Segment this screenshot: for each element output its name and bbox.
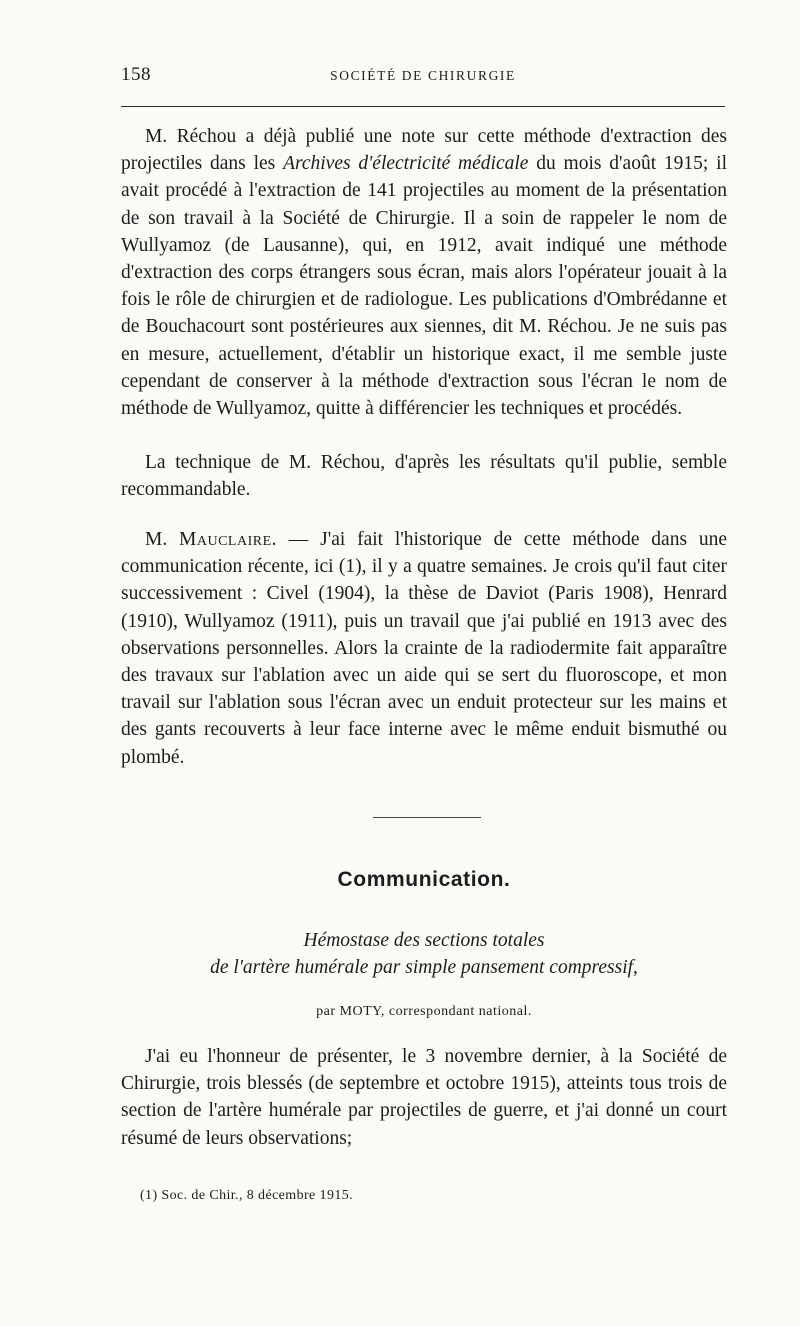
header-rule	[121, 106, 725, 107]
article-title-line-2: de l'artère humérale par simple pansement compressif,	[210, 957, 638, 978]
page-header	[121, 64, 725, 88]
page-number: 158	[121, 64, 151, 85]
paragraph-moty: J'ai eu l'honneur de présenter, le 3 novembre dernier, à la Société de Chirurgie, trois blessés (de septembre et octobre 1915), atteints tous trois de section de l'artère humérale par projectiles de guerre, et j'ai donné un court résumé de leurs observations;	[121, 1046, 727, 1149]
paragraph-rechou	[121, 123, 727, 422]
paragraph-text: M. Réchou a déjà publié une note sur cette méthode d'extraction des projectiles dans les	[121, 126, 727, 175]
article-title	[121, 927, 727, 981]
section-divider	[373, 817, 481, 818]
journal-title: Archives d'électricité médicale	[283, 153, 529, 175]
running-title: SOCIÉTÉ DE CHIRURGIE	[330, 68, 516, 83]
speaker-name: Mauclaire.	[179, 529, 278, 550]
paragraph-technique: La technique de M. Réchou, d'après les résultats qu'il publie, semble recommandable.	[121, 452, 727, 501]
footnote: (1) Soc. de Chir., 8 décembre 1915.	[140, 1188, 354, 1203]
section-heading: Communication.	[337, 868, 511, 891]
paragraph-text: — J'ai fait l'historique de cette méthode dans une communication récente, ici (1), il y a quatre semaines. Je crois qu'il faut citer successivement : Civel (1904), la thèse de Daviot (Paris 1908), Henrard (1910), Wullyamoz (1911), puis un travail que j'ai publié en 1913 avec des observations personnelles. Alors la crainte de la radiodermite fait apparaître des travaux sur l'ablation avec un aide qui se sert du fluoroscope, et mon travail sur l'ablation sous l'écran avec un enduit protecteur sur les mains et des gants recouverts à leur face interne avec le même enduit bismuthé ou plombé.	[121, 529, 727, 768]
speaker-prefix: M.	[145, 529, 180, 550]
author-byline: par MOTY, correspondant national.	[316, 1004, 532, 1019]
paragraph-mauclaire	[121, 526, 727, 771]
article-title-line-1: Hémostase des sections totales	[303, 930, 545, 951]
paragraph-text: du mois d'août 1915; il avait procédé à l'extraction de 141 projectiles au moment de la présentation de son travail à la Société de Chirurgie. Il a soin de rappeler le nom de Wullyamoz (de Lausanne), qui, en 1912, avait indiqué une méthode d'extraction des corps étrangers sous écran, mais alors l'opérateur jouait à la fois le rôle de chirurgien et de radiologue. Les publications d'Ombrédanne et de Bouchacourt sont postérieures aux siennes, dit M. Réchou. Je ne suis pas en mesure, actuellement, d'établir un historique exact, il me semble juste cependant de conserver à la méthode d'extraction sous l'écran le nom de méthode de Wullyamoz, quitte à différencier les techniques et procédés.	[121, 153, 727, 420]
